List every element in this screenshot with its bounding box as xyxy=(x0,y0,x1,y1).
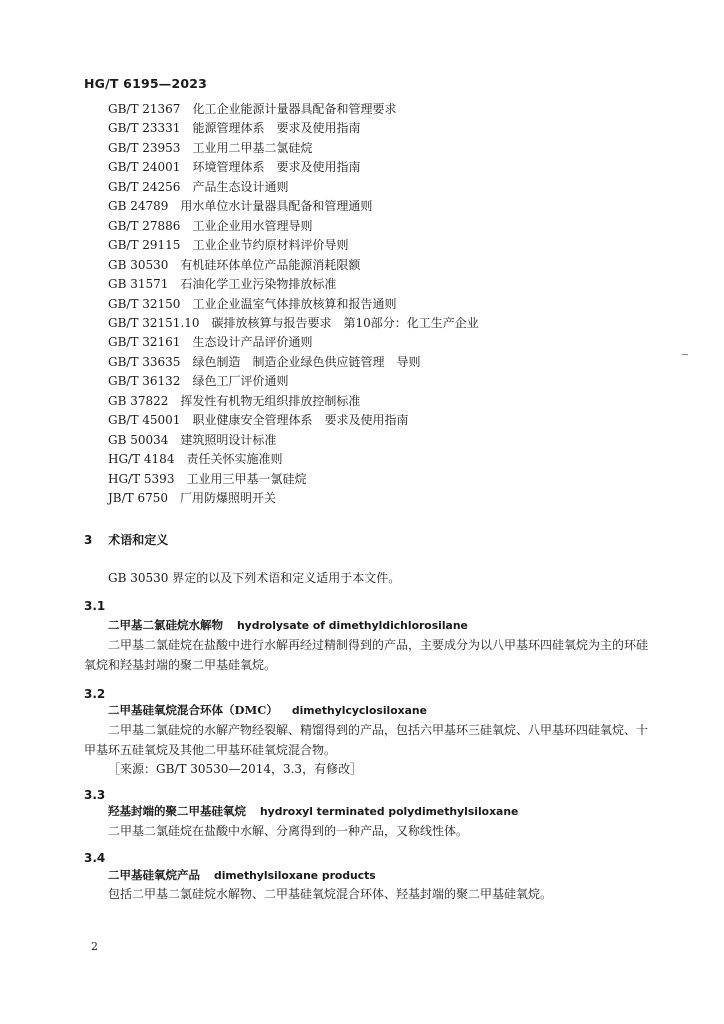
term-en: dimethylsiloxane products xyxy=(214,869,376,882)
reference-item xyxy=(108,236,479,255)
reference-code: GB/T 29115 xyxy=(108,238,181,253)
reference-item xyxy=(108,256,479,275)
normative-references-list xyxy=(108,100,479,509)
section-title: 术语和定义 xyxy=(108,533,169,547)
reference-title: 工业企业温室气体排放核算和报告通则 xyxy=(192,296,397,311)
term-zh: 二甲基硅氧烷产品 xyxy=(108,868,200,882)
reference-title: 工业企业用水管理导则 xyxy=(192,218,313,233)
term-en: hydrolysate of dimethyldichlorosilane xyxy=(237,619,468,632)
term-heading xyxy=(108,867,376,883)
term-definition: 二甲基二氯硅烷在盐酸中进行水解再经过精制得到的产品，主要成分为以八甲基环四硅氧烷为主的环硅氧烷和羟基封端的聚二甲基硅氧烷。 xyxy=(84,638,649,672)
reference-code: GB 50034 xyxy=(108,432,169,447)
reference-item xyxy=(108,158,479,177)
term-definition: 二甲基二氯硅烷的水解产物经裂解、精馏得到的产品，包括六甲基环三硅氧烷、八甲基环四硅氧烷、十甲基环五硅氧烷及其他二甲基环硅氧烷混合物。 xyxy=(84,723,649,757)
term-zh: 二甲基硅氧烷混合环体（DMC） xyxy=(108,703,278,717)
reference-item xyxy=(108,314,479,333)
reference-item xyxy=(108,450,479,469)
term-en: hydroxyl terminated polydimethylsiloxane xyxy=(260,805,519,818)
reference-title: 工业用三甲基一氯硅烷 xyxy=(186,471,307,486)
reference-code: GB/T 23331 xyxy=(108,121,181,136)
clause-number: 3.4 xyxy=(84,851,106,865)
reference-code: JB/T 6750 xyxy=(108,491,169,506)
section-number: 3 xyxy=(84,533,93,547)
reference-code: GB/T 21367 xyxy=(108,102,181,116)
reference-item xyxy=(108,119,479,138)
term-en: dimethylcyclosiloxane xyxy=(291,704,427,717)
clause-number: 3.2 xyxy=(84,687,106,701)
reference-item xyxy=(108,217,479,236)
reference-item xyxy=(108,295,479,314)
reference-item xyxy=(108,178,479,197)
reference-title: 用水单位水计量器具配备和管理通则 xyxy=(180,199,373,214)
term-heading xyxy=(108,702,427,718)
reference-code: GB/T 23953 xyxy=(108,140,181,155)
reference-title: 环境管理体系 要求及使用指南 xyxy=(192,160,361,175)
reference-code: GB 30530 xyxy=(108,257,169,272)
reference-title: 产品生态设计通则 xyxy=(192,179,289,194)
reference-title: 石油化学工业污染物排放标准 xyxy=(180,277,337,292)
reference-item xyxy=(108,275,479,294)
term-zh: 羟基封端的聚二甲基硅氧烷 xyxy=(108,804,246,818)
reference-code: GB/T 24256 xyxy=(108,179,181,194)
reference-item xyxy=(108,470,479,489)
clause-number: 3.3 xyxy=(84,788,106,802)
reference-code: GB/T 32150 xyxy=(108,296,181,311)
reference-item xyxy=(108,372,479,391)
term-definition: 二甲基二氯硅烷在盐酸中水解、分离得到的一种产品，又称线性体。 xyxy=(108,824,469,838)
reference-item xyxy=(108,197,479,216)
reference-title: 碳排放核算与报告要求 第10部分：化工生产企业 xyxy=(211,315,479,330)
reference-title: 责任关怀实施准则 xyxy=(186,452,283,467)
reference-code: HG/T 5393 xyxy=(108,471,175,486)
reference-title: 职业健康安全管理体系 要求及使用指南 xyxy=(192,413,409,428)
reference-title: 工业用二甲基二氯硅烷 xyxy=(192,140,313,155)
reference-item xyxy=(108,139,479,158)
reference-item xyxy=(108,431,479,450)
reference-code: GB/T 33635 xyxy=(108,354,181,369)
reference-code: GB/T 36132 xyxy=(108,374,181,389)
section-heading xyxy=(84,531,168,548)
reference-code: GB/T 32161 xyxy=(108,335,181,350)
section-intro: GB 30530 界定的以及下列术语和定义适用于本文件。 xyxy=(108,571,401,585)
term-source: ［来源：GB/T 30530—2014，3.3，有修改］ xyxy=(108,762,363,776)
document-header: HG/T 6195—2023 xyxy=(84,76,208,91)
reference-title: 工业企业节约原材料评价导则 xyxy=(192,238,349,253)
reference-code: GB 31571 xyxy=(108,277,169,292)
reference-title: 化工企业能源计量器具配备和管理要求 xyxy=(192,102,397,116)
reference-code: HG/T 4184 xyxy=(108,452,175,467)
reference-title: 厂用防爆照明开关 xyxy=(180,491,277,506)
reference-title: 绿色制造 制造企业绿色供应链管理 导则 xyxy=(192,354,421,369)
reference-item xyxy=(108,489,479,508)
reference-title: 能源管理体系 要求及使用指南 xyxy=(192,121,361,136)
reference-code: GB/T 27886 xyxy=(108,218,181,233)
reference-title: 绿色工厂评价通则 xyxy=(192,374,289,389)
reference-code: GB/T 45001 xyxy=(108,413,181,428)
term-heading xyxy=(108,803,518,819)
page-number: 2 xyxy=(91,940,98,953)
reference-item xyxy=(108,411,479,430)
reference-title: 挥发性有机物无组织排放控制标准 xyxy=(180,393,361,408)
term-heading xyxy=(108,617,468,633)
clause-number: 3.1 xyxy=(84,599,106,613)
term-definition: 包括二甲基二氯硅烷水解物、二甲基硅氧烷混合环体、羟基封端的聚二甲基硅氧烷。 xyxy=(108,887,553,901)
reference-item xyxy=(108,100,479,119)
reference-code: GB 37822 xyxy=(108,393,169,408)
term-zh: 二甲基二氯硅烷水解物 xyxy=(108,618,223,632)
reference-code: GB/T 24001 xyxy=(108,160,181,175)
reference-title: 生态设计产品评价通则 xyxy=(192,335,313,350)
reference-item xyxy=(108,392,479,411)
reference-title: 有机硅环体单位产品能源消耗限额 xyxy=(180,257,361,272)
reference-code: GB/T 32151.10 xyxy=(108,315,200,330)
reference-code: GB 24789 xyxy=(108,199,169,214)
reference-item xyxy=(108,353,479,372)
margin-mark xyxy=(682,354,688,355)
reference-title: 建筑照明设计标准 xyxy=(180,432,277,447)
reference-item xyxy=(108,333,479,352)
